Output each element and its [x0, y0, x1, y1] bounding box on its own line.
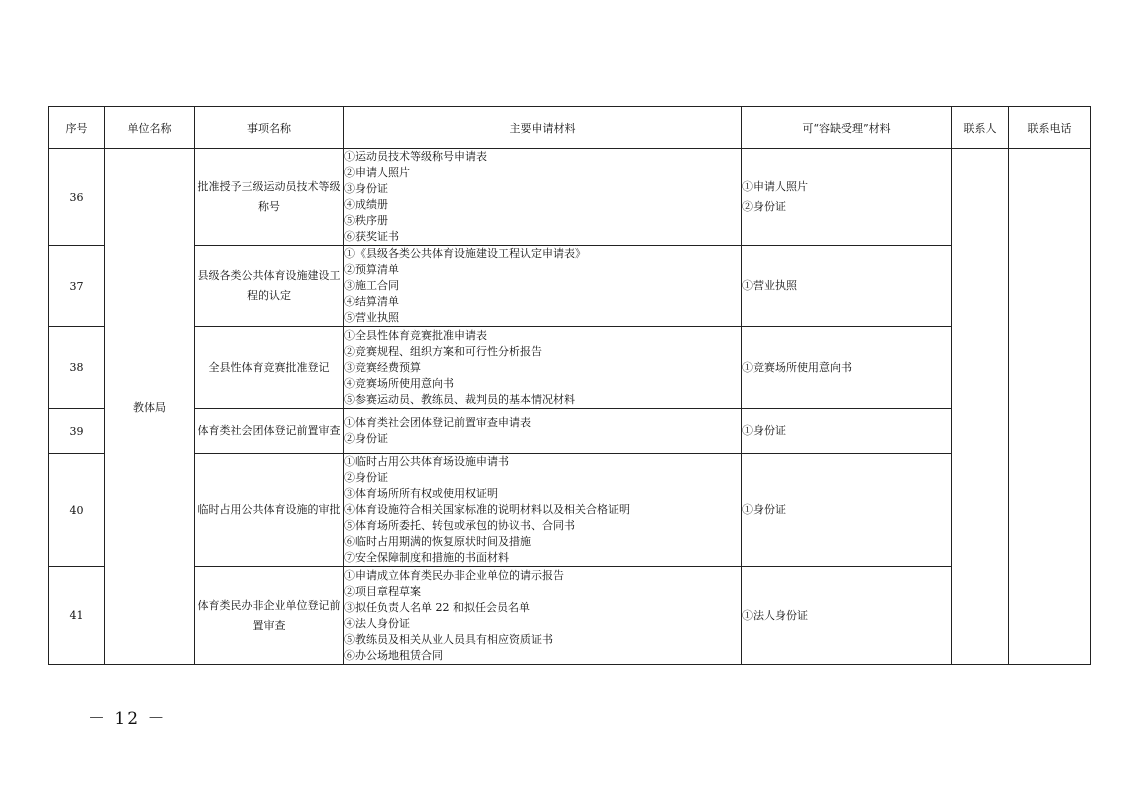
optional-line: ①法人身份证	[742, 608, 808, 622]
table-row	[49, 149, 1091, 246]
row-no: 38	[49, 327, 105, 409]
table-row	[49, 454, 1091, 567]
material-line: ③施工合同	[344, 279, 399, 292]
item-name: 全县性体育竞赛批准登记	[195, 327, 344, 409]
optional-cell	[742, 409, 952, 454]
material-line: ①临时占用公共体育场设施申请书	[344, 455, 509, 468]
material-line: ①全县性体育竞赛批准申请表	[344, 328, 487, 342]
optional-cell	[742, 567, 952, 665]
row-no: 41	[49, 567, 105, 665]
material-line: ②申请人照片	[344, 166, 410, 179]
header-no: 序号	[49, 107, 105, 149]
optional-line: ①营业执照	[742, 279, 797, 292]
material-line: ④体育设施符合相关国家标准的说明材料以及相关合格证明	[344, 503, 630, 516]
material-line: ②竞赛规程、组织方案和可行性分析报告	[344, 344, 542, 358]
item-name: 县级各类公共体育设施建设工程的认定	[195, 246, 344, 327]
material-line: ③体育场所所有权或使用权证明	[344, 487, 498, 500]
header-phone: 联系电话	[1009, 107, 1091, 149]
row-no: 40	[49, 454, 105, 567]
header-unit: 单位名称	[105, 107, 195, 149]
material-line: ③拟任负责人名单 22 和拟任会员名单	[344, 600, 530, 614]
material-line: ①申请成立体育类民办非企业单位的请示报告	[344, 568, 564, 582]
optional-cell	[742, 246, 952, 327]
optional-line: ②身份证	[742, 200, 786, 213]
phone-cell	[1009, 149, 1091, 665]
matters-table	[48, 106, 1091, 665]
materials-cell	[344, 327, 742, 409]
material-line: ⑤营业执照	[344, 311, 399, 324]
material-line: ①体育类社会团体登记前置审查申请表	[344, 416, 531, 429]
material-line: ③竞赛经费预算	[344, 360, 421, 374]
material-line: ①《县级各类公共体育设施建设工程认定申请表》	[344, 247, 586, 260]
material-line: ⑥临时占用期满的恢复原状时间及措施	[344, 535, 531, 548]
table-row	[49, 246, 1091, 327]
table-row	[49, 567, 1091, 665]
contact-cell	[952, 149, 1009, 665]
header-item: 事项名称	[195, 107, 344, 149]
material-line: ④法人身份证	[344, 616, 410, 630]
page-number: － 12 －	[88, 709, 167, 729]
item-name: 体育类社会团体登记前置审查	[195, 409, 344, 454]
material-line: ④成绩册	[344, 198, 388, 211]
material-line: ②项目章程草案	[344, 584, 421, 598]
material-line: ③身份证	[344, 182, 388, 195]
optional-cell	[742, 327, 952, 409]
item-name: 批准授予三级运动员技术等级称号	[195, 149, 344, 246]
table-row	[49, 409, 1091, 454]
header-materials: 主要申请材料	[344, 107, 742, 149]
table-header-row	[49, 107, 1091, 149]
material-line: ④结算清单	[344, 295, 399, 308]
header-optional: 可“容缺受理”材料	[742, 107, 952, 149]
material-line: ⑥办公场地租赁合同	[344, 648, 443, 662]
materials-cell	[344, 246, 742, 327]
optional-line: ①竞赛场所使用意向书	[742, 360, 852, 374]
optional-line: ①身份证	[742, 424, 786, 437]
material-line: ⑦安全保障制度和措施的书面材料	[344, 551, 509, 564]
header-contact: 联系人	[952, 107, 1009, 149]
item-name: 体育类民办非企业单位登记前置审查	[195, 567, 344, 665]
material-line: ④竞赛场所使用意向书	[344, 376, 454, 390]
material-line: ②身份证	[344, 471, 388, 484]
optional-cell	[742, 454, 952, 567]
material-line: ⑤教练员及相关从业人员具有相应资质证书	[344, 632, 553, 646]
materials-cell	[344, 409, 742, 454]
row-no: 39	[49, 409, 105, 454]
unit-name-cell: 教体局	[105, 149, 195, 665]
materials-cell	[344, 567, 742, 665]
optional-line: ①申请人照片	[742, 180, 808, 193]
material-line: ②身份证	[344, 432, 388, 445]
row-no: 36	[49, 149, 105, 246]
table-row	[49, 327, 1091, 409]
material-line: ②预算清单	[344, 263, 399, 276]
optional-line: ①身份证	[742, 503, 786, 516]
materials-cell	[344, 454, 742, 567]
material-line: ⑤体育场所委托、转包或承包的协议书、合同书	[344, 519, 575, 532]
material-line: ⑥获奖证书	[344, 230, 399, 243]
material-line: ①运动员技术等级称号申请表	[344, 150, 487, 163]
material-line: ⑤秩序册	[344, 214, 388, 227]
row-no: 37	[49, 246, 105, 327]
materials-cell	[344, 149, 742, 246]
item-name: 临时占用公共体育设施的审批	[195, 454, 344, 567]
material-line: ⑤参赛运动员、教练员、裁判员的基本情况材料	[344, 392, 575, 406]
optional-cell	[742, 149, 952, 246]
